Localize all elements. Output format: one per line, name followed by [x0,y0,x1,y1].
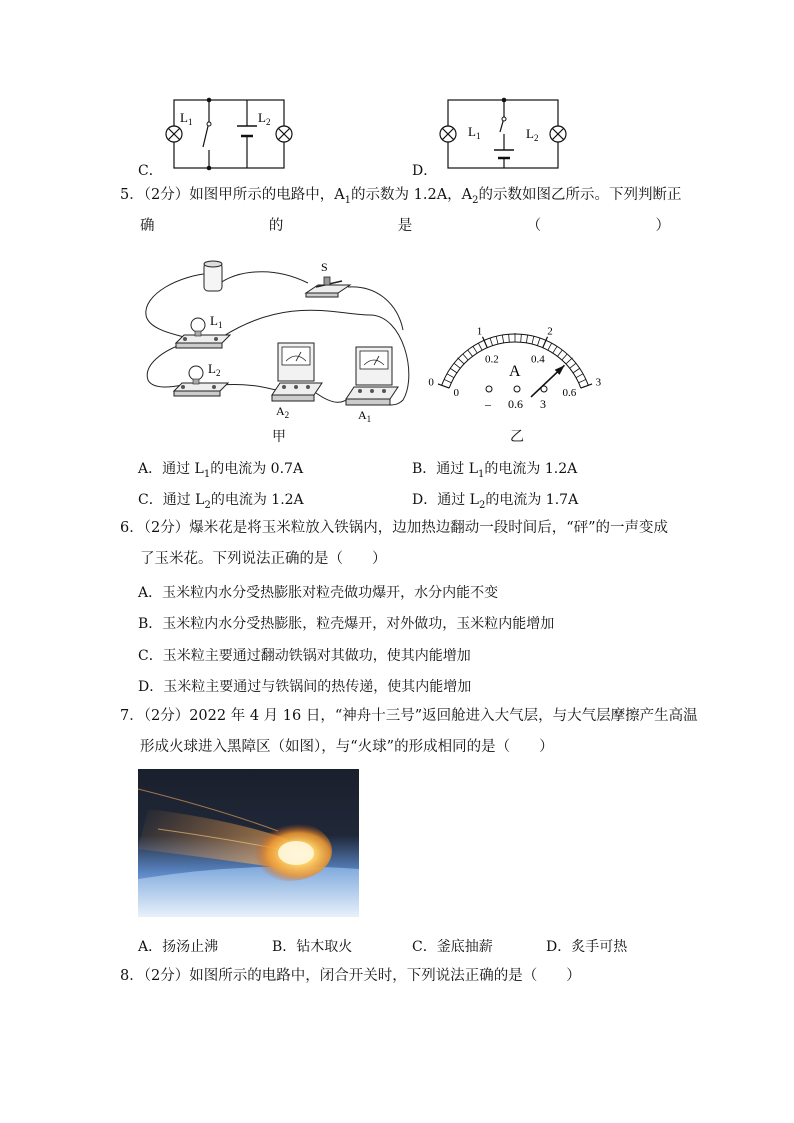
dial-tick [438,384,449,388]
dial-bottom-scale-label: 0 [453,387,459,400]
dial-tick [468,350,473,356]
terminal-label-negative: – [485,397,491,411]
dial-tick [573,368,580,372]
q6-option-b[interactable]: B．玉米粒内水分受热膨胀，粒壳爆开，对外做功，玉米粒内能增加 [138,616,555,632]
terminal-0-6 [514,386,520,392]
dial-tick [526,335,527,343]
dial-tick [553,346,557,353]
battery [204,261,222,291]
dial-tick [447,374,454,378]
dial-tick [537,338,540,346]
q5-figure-yi-caption: 乙 [510,429,524,445]
dial-bottom-scale-label: 0.6 [562,387,577,400]
q7-stem-line2: 形成火球进入黑障区（如图），与“火球”的形成相同的是（ ） [140,739,554,755]
dial-tick [496,336,498,344]
battery-symbol [237,126,257,136]
dial-tick [490,338,493,346]
dial-tick [521,334,522,342]
terminal-negative [486,386,492,392]
dial-tick [454,363,460,368]
lamp-l1-symbol [440,126,456,142]
switch-label: S [321,260,328,274]
dial-tick [543,337,548,348]
reentry-fireball-image [138,769,359,917]
dial-tick [502,335,503,343]
dial-tick [562,354,567,360]
dial-top-scale-label: 3 [595,376,602,389]
dial-tick [473,346,477,353]
terminal-label-3: 3 [540,397,546,411]
dial-tick [483,337,488,348]
reentry-capsule-photo [138,769,359,917]
q6-stem-line1: 6．（2分）爆米花是将玉米粒放入铁锅内，边加热边翻动一段时间后，“砰”的一声变成 [120,520,669,536]
q7-option-b[interactable]: B．钻木取火 [272,939,353,955]
q7-option-c[interactable]: C．釜底抽薪 [412,939,493,955]
dial-tick [532,336,534,344]
q5-figure-jia-caption: 甲 [272,429,286,445]
dial-top-scale-label: 2 [547,325,553,338]
q4-option-d-circuit [432,92,572,176]
lamp-l1-symbol [166,126,182,142]
dial-tick [478,343,482,350]
dial-top-scale-label: 0 [428,376,434,389]
q5-option-c[interactable]: C．通过 $L_2$的电流为 1.2A [138,492,304,511]
lamp-l2-symbol [276,126,292,142]
lamp-l2-label: $L_2$ [526,126,539,143]
terminal-label-0-6: 0.6 [508,397,523,411]
q6-stem-line2: 了玉米花。下列说法正确的是（ ） [140,551,387,567]
q7-option-a[interactable]: A．扬汤止沸 [138,939,219,955]
q4-option-c-label: C． [138,163,163,179]
dial-tick [463,354,468,360]
dial-tick [570,363,576,368]
ammeter-letter: A [509,363,521,380]
q5-stem-line2: 确 的 是 （ ） [140,218,670,234]
q4-option-d-label: D． [412,163,438,179]
dial-tick [576,374,583,378]
terminal-3 [541,386,547,392]
dial-bottom-scale-label: 0.2 [485,353,499,366]
q7-option-d[interactable]: D．炙手可热 [546,939,628,955]
dial-tick [509,334,510,342]
ammeter-a2-label: $A_2$ [276,404,290,420]
q5-stem-line1: 5．（2分）如图甲所示的电路中，$A_1$的示数为 1.2A，$A_2$的示数如图乙所示。下列判断正 [120,187,682,206]
dial-tick [579,379,586,382]
lamp-l2-symbol [550,126,566,142]
q5-figure-yi [420,290,610,418]
q8-stem: 8．（2分）如图所示的电路中，闭合开关时，下列说法正确的是（ ） [120,968,581,984]
lamp-l2-label: $L_2$ [208,361,221,378]
ammeter-a1-label: $A_1$ [358,408,372,424]
q7-stem-line1: 7．（2分）2022 年 4 月 16 日，“神舟十三号”返回舱进入大气层，与大气层摩擦产生高温 [120,708,698,724]
lamp-l1-label: $L_1$ [210,313,223,330]
dial-tick [548,343,552,350]
q6-option-a[interactable]: A．玉米粒内水分受热膨胀对粒壳做功爆开，水分内能不变 [138,585,499,601]
lamp-l1-label: $L_1$ [180,110,193,127]
q5-option-b[interactable]: B．通过 $L_1$的电流为 1.2A [412,461,578,480]
q5-option-d[interactable]: D．通过 $L_2$的电流为 1.7A [412,492,579,511]
battery-symbol [494,150,514,158]
lamp-l2-label: $L_2$ [258,110,271,127]
ammeter-a2 [272,343,322,401]
dial-tick [444,379,451,382]
dial-top-scale-label: 1 [476,325,483,338]
dial-tick [450,368,457,372]
switch [306,277,350,297]
dial-bottom-scale-label: 0.4 [530,353,545,366]
ammeter-a1 [346,347,398,405]
q5-figure-jia [138,255,420,425]
q5-option-a[interactable]: A．通过 $L_1$的电流为 0.7A [138,461,304,480]
lamp-l1-label: $L_1$ [468,124,481,141]
dial-tick [581,384,592,388]
q4-option-c-circuit [160,92,296,176]
q6-option-c[interactable]: C．玉米粒主要通过翻动铁锅对其做功，使其内能增加 [138,648,471,664]
dial-tick [557,350,562,356]
q6-option-d[interactable]: D．玉米粒主要通过与铁锅间的热传递，使其内能增加 [138,679,472,695]
